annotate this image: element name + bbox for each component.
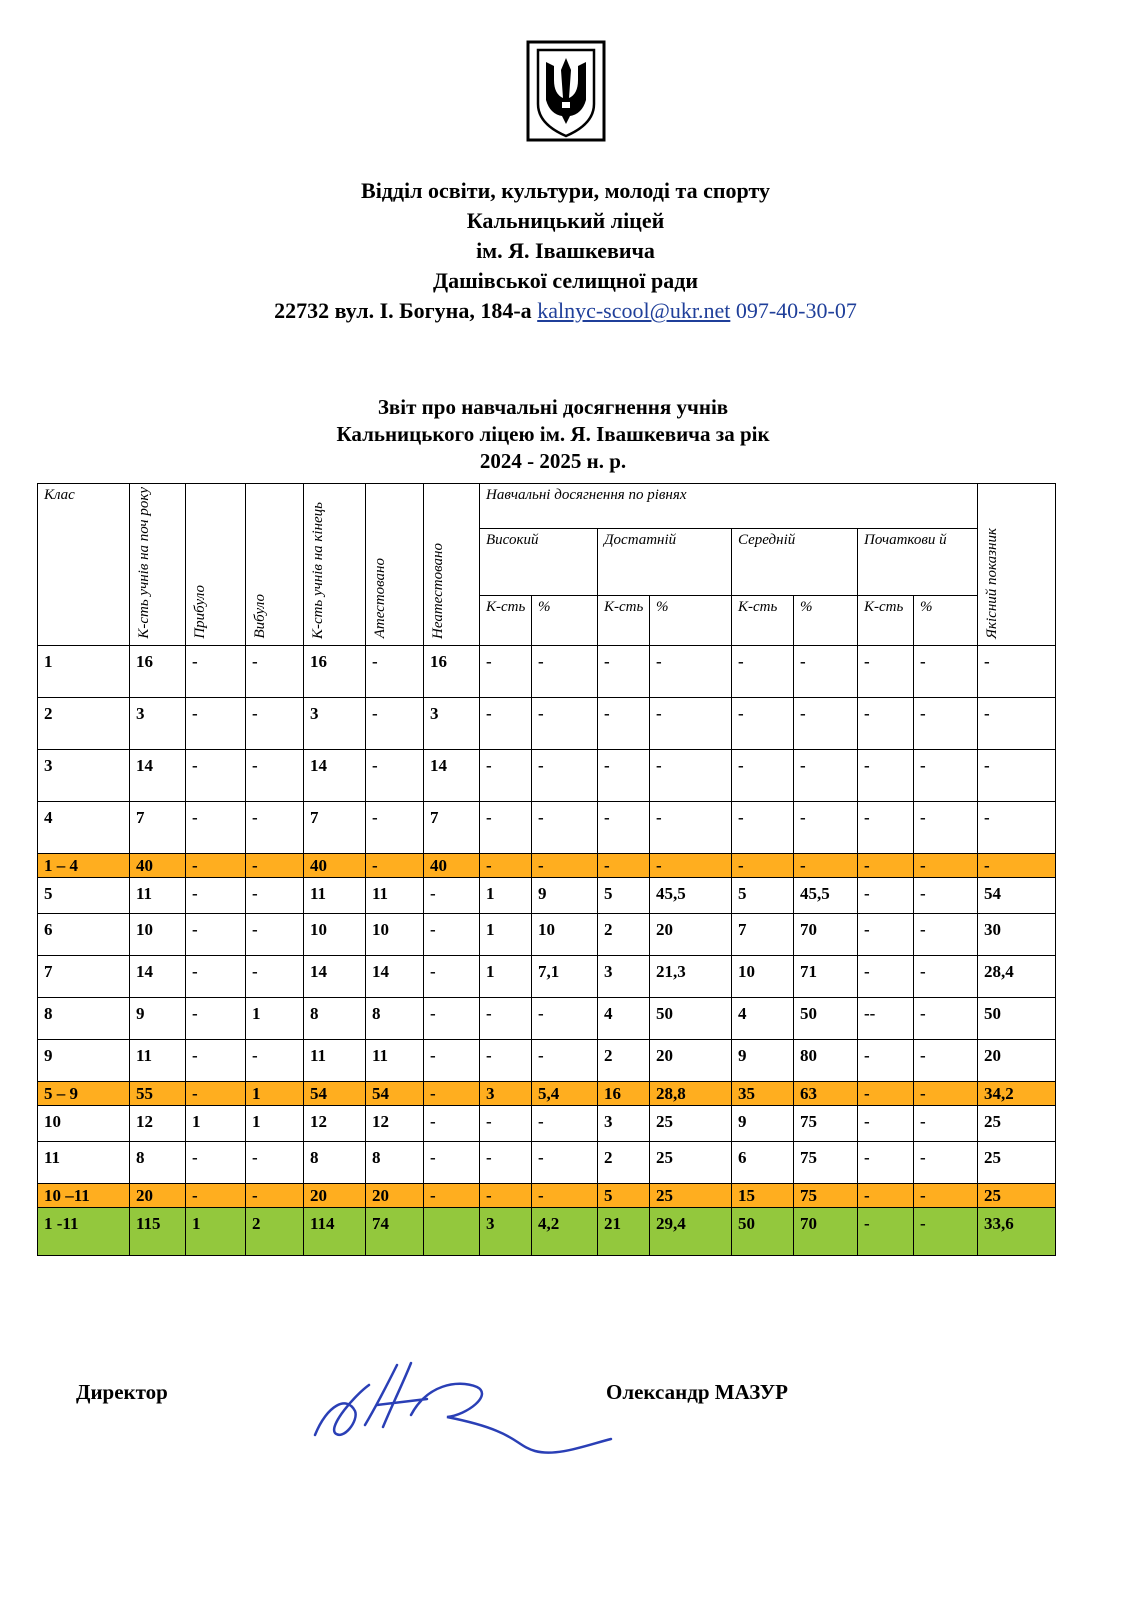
table-cell: -	[532, 1105, 598, 1141]
table-body	[38, 645, 1056, 1255]
table-cell: 2	[598, 1141, 650, 1183]
coat-of-arms-emblem	[526, 40, 606, 142]
table-cell: -	[794, 801, 858, 853]
table-cell: 45,5	[794, 877, 858, 913]
table-cell: 30	[978, 913, 1056, 955]
table-cell: 11	[366, 877, 424, 913]
header-end-count: К-сть учнів на кінець	[304, 484, 366, 646]
table-cell: -	[650, 645, 732, 697]
table-cell: -	[914, 1207, 978, 1255]
table-cell: -	[978, 697, 1056, 749]
table-cell: -	[794, 853, 858, 877]
table-cell: 54	[978, 877, 1056, 913]
table-cell: -	[246, 853, 304, 877]
table-row	[38, 697, 1056, 749]
table-cell: 3	[598, 955, 650, 997]
table-cell: -	[246, 1039, 304, 1081]
table-cell: -	[480, 853, 532, 877]
table-cell: -	[424, 1183, 480, 1207]
table-cell: -	[186, 1081, 246, 1105]
table-cell: 9	[532, 877, 598, 913]
table-row	[38, 749, 1056, 801]
table-row	[38, 645, 1056, 697]
title-line-2: Кальницького ліцею ім. Я. Івашкевича за рік	[336, 422, 770, 446]
table-cell: 16	[424, 645, 480, 697]
title-line-3: 2024 - 2025 н. р.	[479, 449, 627, 473]
table-cell: -	[480, 645, 532, 697]
table-cell: 54	[304, 1081, 366, 1105]
table-cell: 40	[304, 853, 366, 877]
header-arrived: Прибуло	[186, 484, 246, 646]
table-cell: 25	[978, 1105, 1056, 1141]
contact-line	[0, 296, 1131, 326]
table-cell: 12	[130, 1105, 186, 1141]
table-cell: 14	[304, 749, 366, 801]
table-cell: 1	[480, 955, 532, 997]
table-cell: -	[186, 749, 246, 801]
table-cell: 15	[732, 1183, 794, 1207]
header-high-count: К-сть	[480, 596, 532, 645]
header-initial-percent: %	[914, 596, 978, 645]
table-cell: -	[246, 955, 304, 997]
table-cell: 8	[130, 1141, 186, 1183]
header-sufficient: Достатній	[598, 528, 732, 595]
table-cell: 3	[480, 1207, 532, 1255]
header-high: Високий	[480, 528, 598, 595]
table-cell: 50	[978, 997, 1056, 1039]
table-cell: 4	[598, 997, 650, 1039]
table-cell: -	[246, 645, 304, 697]
table-cell: 5,4	[532, 1081, 598, 1105]
table-cell: 28,4	[978, 955, 1056, 997]
table-cell: 1	[186, 1105, 246, 1141]
table-cell: 2	[598, 913, 650, 955]
table-cell: -	[424, 877, 480, 913]
header-high-percent: %	[532, 596, 598, 645]
table-cell: 14	[366, 955, 424, 997]
table-cell: -	[246, 877, 304, 913]
table-cell: -	[246, 1183, 304, 1207]
table-cell: -	[480, 1105, 532, 1141]
row-class-cell: 6	[38, 913, 130, 955]
table-cell: -	[186, 645, 246, 697]
table-cell: -	[424, 913, 480, 955]
table-cell: -	[858, 853, 914, 877]
table-cell: 10	[130, 913, 186, 955]
table-cell: -	[914, 1183, 978, 1207]
table-cell: -	[598, 645, 650, 697]
table-cell: -	[858, 877, 914, 913]
header-levels: Навчальні досягнення по рівнях	[480, 484, 978, 529]
table-cell: -	[794, 645, 858, 697]
table-cell: -	[366, 697, 424, 749]
table-cell: -	[186, 853, 246, 877]
table-cell: -	[246, 1141, 304, 1183]
table-cell: 3	[480, 1081, 532, 1105]
table-cell: 7	[424, 801, 480, 853]
table-cell: 10	[532, 913, 598, 955]
table-cell: -	[186, 913, 246, 955]
header-medium-percent: %	[794, 596, 858, 645]
table-cell: -	[424, 1081, 480, 1105]
table-cell: -	[914, 997, 978, 1039]
table-cell: 50	[794, 997, 858, 1039]
table-row	[38, 1141, 1056, 1183]
title-line-1: Звіт про навчальні досягнення учнів	[377, 395, 729, 419]
header-line-4: Дашівської селищної ради	[432, 268, 699, 293]
table-cell: 80	[794, 1039, 858, 1081]
table-cell: -	[246, 697, 304, 749]
table-cell: -	[650, 749, 732, 801]
table-cell: -	[480, 1039, 532, 1081]
table-cell: -	[532, 749, 598, 801]
table-cell: 33,6	[978, 1207, 1056, 1255]
table-cell: -	[424, 955, 480, 997]
table-cell: 70	[794, 913, 858, 955]
institution-header	[0, 176, 1131, 326]
table-cell: -	[186, 1141, 246, 1183]
table-row	[38, 1207, 1056, 1255]
header-medium: Середній	[732, 528, 858, 595]
table-cell: 55	[130, 1081, 186, 1105]
table-cell: 16	[598, 1081, 650, 1105]
phone-number: 097-40-30-07	[735, 298, 857, 323]
table-cell: -	[424, 1105, 480, 1141]
table-cell: -	[978, 645, 1056, 697]
table-row	[38, 955, 1056, 997]
table-cell: 2	[598, 1039, 650, 1081]
table-cell: 5	[732, 877, 794, 913]
handwritten-signature	[307, 1355, 617, 1475]
signature-name: Олександр МАЗУР	[606, 1380, 789, 1404]
header-start-count: К-сть учнів на поч року	[130, 484, 186, 646]
table-cell: 34,2	[978, 1081, 1056, 1105]
table-cell: -	[978, 853, 1056, 877]
table-cell: 1	[480, 913, 532, 955]
table-cell: -	[858, 913, 914, 955]
table-cell: -	[424, 1039, 480, 1081]
table-row	[38, 1039, 1056, 1081]
row-class-cell: 5 – 9	[38, 1081, 130, 1105]
table-cell: 20	[130, 1183, 186, 1207]
table-cell: --	[858, 997, 914, 1039]
header-initial-count: К-сть	[858, 596, 914, 645]
row-class-cell: 11	[38, 1141, 130, 1183]
row-class-cell: 10	[38, 1105, 130, 1141]
table-cell: -	[366, 749, 424, 801]
table-cell: -	[186, 801, 246, 853]
table-cell: 20	[978, 1039, 1056, 1081]
table-row	[38, 997, 1056, 1039]
table-cell: -	[246, 749, 304, 801]
table-cell: 20	[650, 1039, 732, 1081]
table-cell: 8	[304, 1141, 366, 1183]
table-cell: -	[914, 877, 978, 913]
row-class-cell: 9	[38, 1039, 130, 1081]
table-cell: -	[366, 801, 424, 853]
table-cell: 40	[130, 853, 186, 877]
table-cell: -	[480, 1141, 532, 1183]
header-line-3: ім. Я. Івашкевича	[476, 238, 655, 263]
table-cell: -	[186, 1039, 246, 1081]
table-cell: -	[186, 697, 246, 749]
table-row	[38, 1183, 1056, 1207]
table-cell: 1	[480, 877, 532, 913]
table-cell: -	[480, 801, 532, 853]
table-cell: -	[532, 853, 598, 877]
table-cell: 63	[794, 1081, 858, 1105]
table-cell: -	[186, 955, 246, 997]
table-cell: 21	[598, 1207, 650, 1255]
table-cell: -	[978, 749, 1056, 801]
table-cell: -	[480, 997, 532, 1039]
table-cell: 4,2	[532, 1207, 598, 1255]
table-cell: -	[732, 645, 794, 697]
table-cell: 4	[732, 997, 794, 1039]
table-cell: -	[914, 913, 978, 955]
table-cell: 3	[598, 1105, 650, 1141]
table-cell: 25	[650, 1141, 732, 1183]
table-cell: 14	[424, 749, 480, 801]
table-row	[38, 1105, 1056, 1141]
table-cell: 75	[794, 1183, 858, 1207]
header-left: Вибуло	[246, 484, 304, 646]
row-class-cell: 1 – 4	[38, 853, 130, 877]
table-cell: -	[858, 1081, 914, 1105]
table-cell: -	[978, 801, 1056, 853]
table-cell	[424, 1207, 480, 1255]
table-cell: 10	[732, 955, 794, 997]
table-row	[38, 801, 1056, 853]
table-cell: 25	[650, 1105, 732, 1141]
table-cell: -	[598, 853, 650, 877]
table-cell: -	[914, 1141, 978, 1183]
table-cell: -	[532, 1183, 598, 1207]
header-line-1: Відділ освіти, культури, молоді та спорту	[361, 178, 770, 203]
table-cell: 12	[304, 1105, 366, 1141]
table-cell: 70	[794, 1207, 858, 1255]
table-cell: -	[914, 645, 978, 697]
table-cell: -	[532, 645, 598, 697]
table-cell: -	[914, 1039, 978, 1081]
table-cell: 25	[978, 1183, 1056, 1207]
row-class-cell: 8	[38, 997, 130, 1039]
table-cell: 7,1	[532, 955, 598, 997]
row-class-cell: 10 –11	[38, 1183, 130, 1207]
table-cell: 11	[366, 1039, 424, 1081]
table-cell: -	[858, 1039, 914, 1081]
table-cell: 11	[304, 877, 366, 913]
table-cell: 16	[304, 645, 366, 697]
table-cell: -	[186, 1183, 246, 1207]
table-cell: -	[246, 913, 304, 955]
table-cell: -	[914, 697, 978, 749]
table-cell: -	[732, 853, 794, 877]
header-line-2: Кальницький ліцей	[466, 208, 665, 233]
table-cell: 8	[366, 1141, 424, 1183]
table-cell: -	[858, 645, 914, 697]
row-class-cell: 3	[38, 749, 130, 801]
table-cell: 50	[732, 1207, 794, 1255]
table-cell: 25	[650, 1183, 732, 1207]
table-cell: -	[858, 1105, 914, 1141]
table-cell: 25	[978, 1141, 1056, 1183]
row-class-cell: 1 -11	[38, 1207, 130, 1255]
table-cell: 9	[732, 1039, 794, 1081]
table-cell: -	[424, 997, 480, 1039]
table-cell: 74	[366, 1207, 424, 1255]
table-cell: 16	[130, 645, 186, 697]
header-initial: Початкови й	[858, 528, 978, 595]
table-cell: -	[732, 749, 794, 801]
table-cell: 7	[732, 913, 794, 955]
table-cell: 71	[794, 955, 858, 997]
table-cell: -	[914, 1105, 978, 1141]
table-cell: 3	[130, 697, 186, 749]
table-cell: -	[480, 749, 532, 801]
email-link[interactable]: kalnyc-scool@ukr.net	[537, 298, 731, 323]
table-cell: 35	[732, 1081, 794, 1105]
table-cell: -	[532, 997, 598, 1039]
header-medium-count: К-сть	[732, 596, 794, 645]
table-cell: -	[650, 801, 732, 853]
table-cell: 54	[366, 1081, 424, 1105]
table-cell: 75	[794, 1105, 858, 1141]
table-cell: -	[532, 1039, 598, 1081]
table-row	[38, 877, 1056, 913]
table-cell: -	[598, 749, 650, 801]
table-cell: -	[366, 853, 424, 877]
header-sufficient-count: К-сть	[598, 596, 650, 645]
report-title	[0, 394, 1106, 475]
table-cell: -	[914, 853, 978, 877]
row-class-cell: 4	[38, 801, 130, 853]
table-cell: 21,3	[650, 955, 732, 997]
table-cell: -	[480, 697, 532, 749]
table-cell: 28,8	[650, 1081, 732, 1105]
table-cell: -	[532, 1141, 598, 1183]
header-class: Клас	[38, 484, 130, 646]
table-cell: -	[650, 853, 732, 877]
row-class-cell: 5	[38, 877, 130, 913]
table-cell: 9	[732, 1105, 794, 1141]
table-cell: 1	[246, 1081, 304, 1105]
table-cell: -	[914, 801, 978, 853]
header-quality: Якісний показник	[978, 484, 1056, 646]
table-cell: 3	[424, 697, 480, 749]
table-cell: -	[858, 801, 914, 853]
table-row	[38, 853, 1056, 877]
table-cell: -	[650, 697, 732, 749]
table-cell: 5	[598, 1183, 650, 1207]
table-cell: 14	[130, 955, 186, 997]
table-cell: 9	[130, 997, 186, 1039]
table-cell: 45,5	[650, 877, 732, 913]
table-cell: 14	[130, 749, 186, 801]
table-cell: -	[858, 1141, 914, 1183]
table-cell: 20	[304, 1183, 366, 1207]
table-cell: 2	[246, 1207, 304, 1255]
table-cell: 11	[130, 877, 186, 913]
table-cell: -	[598, 801, 650, 853]
row-class-cell: 2	[38, 697, 130, 749]
table-cell: 6	[732, 1141, 794, 1183]
table-cell: -	[366, 645, 424, 697]
table-cell: 11	[304, 1039, 366, 1081]
table-cell: -	[186, 877, 246, 913]
table-cell: -	[858, 749, 914, 801]
table-cell: -	[858, 1183, 914, 1207]
table-cell: -	[246, 801, 304, 853]
table-cell: 10	[304, 913, 366, 955]
table-cell: -	[480, 1183, 532, 1207]
table-cell: 10	[366, 913, 424, 955]
table-cell: -	[794, 749, 858, 801]
table-cell: -	[532, 801, 598, 853]
signature-position: Директор	[76, 1380, 168, 1404]
achievements-table	[37, 483, 1056, 1256]
table-cell: -	[598, 697, 650, 749]
table-row	[38, 913, 1056, 955]
table-cell: 29,4	[650, 1207, 732, 1255]
table-cell: 7	[130, 801, 186, 853]
header-attested: Атестовано	[366, 484, 424, 646]
table-cell: 7	[304, 801, 366, 853]
table-cell: 12	[366, 1105, 424, 1141]
table-cell: -	[914, 955, 978, 997]
table-cell: 20	[366, 1183, 424, 1207]
table-cell: 75	[794, 1141, 858, 1183]
table-cell: 14	[304, 955, 366, 997]
row-class-cell: 1	[38, 645, 130, 697]
table-cell: -	[732, 697, 794, 749]
table-row	[38, 1081, 1056, 1105]
table-cell: -	[858, 697, 914, 749]
table-cell: 5	[598, 877, 650, 913]
header-sufficient-percent: %	[650, 596, 732, 645]
table-cell: -	[914, 749, 978, 801]
row-class-cell: 7	[38, 955, 130, 997]
table-cell: 115	[130, 1207, 186, 1255]
table-cell: -	[732, 801, 794, 853]
table-cell: -	[532, 697, 598, 749]
table-cell: 3	[304, 697, 366, 749]
table-cell: 40	[424, 853, 480, 877]
table-cell: 8	[304, 997, 366, 1039]
table-cell: -	[424, 1141, 480, 1183]
table-cell: -	[858, 955, 914, 997]
table-cell: 8	[366, 997, 424, 1039]
table-cell: 1	[246, 997, 304, 1039]
table-cell: 1	[186, 1207, 246, 1255]
table-cell: -	[858, 1207, 914, 1255]
table-cell: -	[186, 997, 246, 1039]
table-cell: 20	[650, 913, 732, 955]
table-cell: 1	[246, 1105, 304, 1141]
header-not-attested: Неатестовано	[424, 484, 480, 646]
table-cell: 114	[304, 1207, 366, 1255]
table-cell: 50	[650, 997, 732, 1039]
table-cell: -	[794, 697, 858, 749]
table-cell: 11	[130, 1039, 186, 1081]
table-cell: -	[914, 1081, 978, 1105]
address: 22732 вул. І. Богуна, 184-а	[274, 298, 532, 323]
